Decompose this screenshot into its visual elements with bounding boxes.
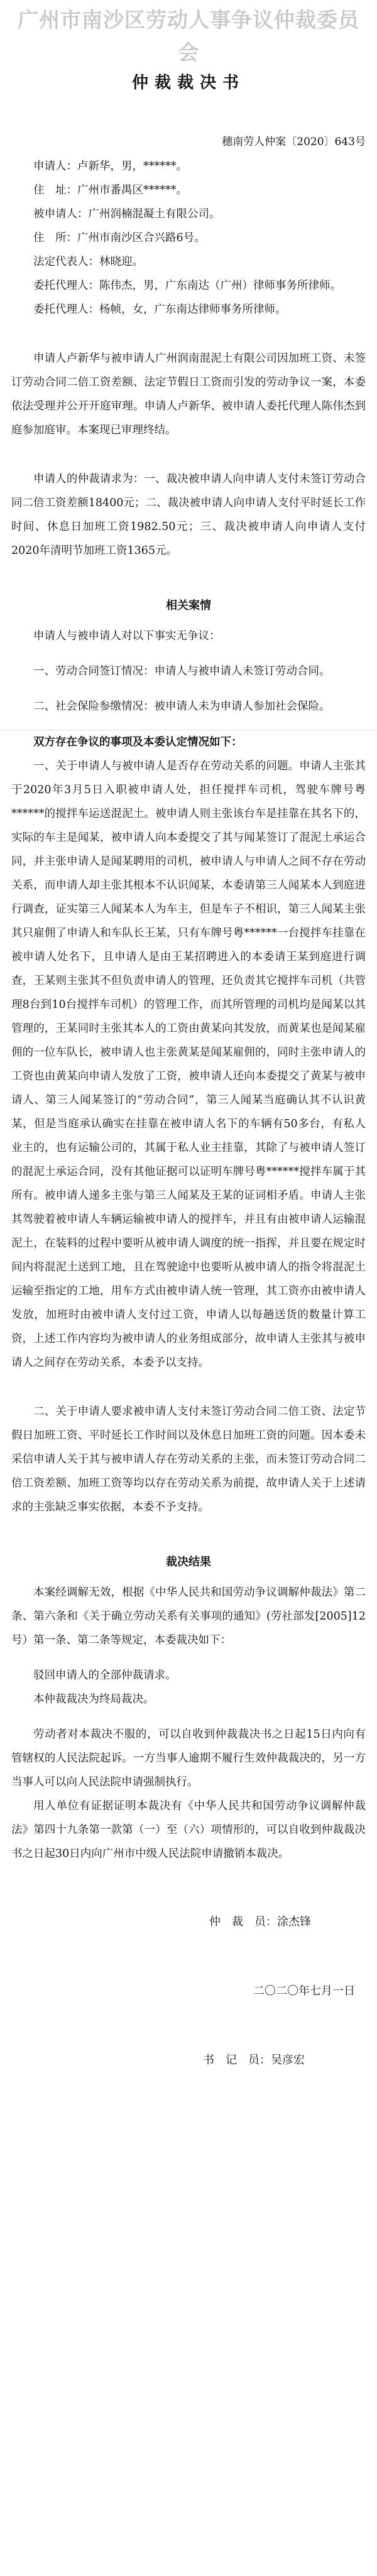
org-title: 广州市南沙区劳动人事争议仲裁委员会 — [18, 8, 359, 65]
party-line: 法定代表人：林晓迎。 — [33, 256, 143, 268]
party-line: 申请人：卢新华，男，******。 — [33, 160, 187, 173]
result-basis: 本案经调解无效，根据《中华人民共和国劳动争议调解仲裁法》第二条、第六条和《关于确立劳动关系有关事项的通知》(劳社部发[2005]12号）第一条、第二条等规定，本委裁决如下： — [11, 1586, 366, 1647]
result-heading: 裁决结果 — [166, 1556, 211, 1569]
case-number: 穗南劳人仲案〔2020〕643号 — [222, 136, 366, 148]
fact-item: 一、劳动合同签订情况：申请人与被申请人未签订劳动合同。 — [33, 665, 331, 678]
dispute-item: 一、关于申请人与被申请人是否存在劳动关系的问题。申请人主张其于2020年3月5日入职被申请人处，担任搅拌车司机，驾驶车牌号粤******的搅拌车运送混泥土。被申请人则主张该台车是挂靠在其名下的，实际的车主是闻某，被申请人向本委提交了其与闻某签订了混泥土承运合同，并主张申请人是闻某聘用的司机，被申请人与申请人之间不存在劳动关系，而申请人却主张其根本不认识闻某，本委请第三人闻某本人到庭进行调查，证实第三人闻某本人为车主，但是车子不相识，第三人闻某主张其只雇佣了申请人和车队长王某，只有车牌号粤******一台搅拌车挂靠在被申请人处名下，且申请人是由王某招聘进入的本委请王某到庭进行调查，王某则主张其不但负责申请人的管理，还负责其它搅拌车司机（共管理8台到10台搅拌车司机）的管理工作，而其所管理的司机均是闻某以其管理的，王某同时主张其本人的工资由黄某向其发放，而黄某也是闻某雇佣的一位车队长，被申请人也主张黄某是闻某雇佣的，同时主张申请人的工资也由黄某向申请人发放了工资，被申请人还向本委提交了黄某与被申请人、第三人闻某签订的“劳动合同”，第三人闻某当庭确认其不认识黄某，但是当庭承认确实在挂靠在被申请人名下的车辆有50多台，有私人业主的，也有运输公司的，其属于私人业主挂靠，其除了与被申请人签订的混泥土承运合同，没有其他证据可以证明车牌号粤******搅拌车属于其所有。被申请人递多主张与第三人闻某及王某的证词相矛盾。申请人主张其驾驶着被申请人车辆运输被申请人的搅拌车，并且有由被申请人运输混泥土，在装料的过程中要听从被申请人调度的统一指挥，并且要在规定时间内将混泥土送到工地，且在驾驶途中也要听从被申请人的指令将混泥土运输至指定的工地，用车方式由被申请人统一管理，其工资亦由被申请人发放，加班时由被申请人支付过工资，申请人以每趟送货的数量计算工资，上述工作内容均为被申请人的业务组成部分，故申请人主张其与被申请人之间存在劳动关系，本委予以支持。 — [11, 760, 366, 1369]
party-line: 住 址：广州市番禺区******。 — [33, 184, 187, 197]
clerk-signature: 书 记 员：吴彦宏 — [203, 2054, 305, 2067]
arbitrator-signature: 仲 裁 员：涂杰锋 — [209, 1915, 311, 1929]
party-line: 委托代理人：陈伟杰，男，广东南达（广州）律师事务所律师。 — [33, 279, 341, 292]
dispute-item: 二、关于申请人要求被申请人支付未签订劳动合同二倍工资、法定节假日加班工资、平时延长工作时间以及休息日加班工资的问题。因本委未采信申请人关于其与被申请人存在劳动关系的主张，而未签订劳动合同二倍工资差额、加班工资等均以存在劳动关系为前提，故申请人关于上述请求的主张缺乏事实依据，本委不予支持。 — [11, 1405, 366, 1513]
award-date: 二〇二〇年七月一日 — [253, 1984, 355, 1998]
facts-heading: 相关案情 — [166, 599, 211, 612]
party-line: 委托代理人：杨帧，女，广东南达律师事务所律师。 — [33, 303, 287, 316]
facts-intro: 申请人与被申请人对以下事实无争议： — [33, 630, 221, 642]
result-final: 本仲裁裁决为终局裁决。 — [33, 1693, 155, 1706]
result-item: 驳回申请人的全部仲裁请求。 — [33, 1669, 177, 1682]
procedure-paragraph: 申请人卢新华与被申请人广州润南混泥土有限公司因加班工资、未签订劳动合同二倍工资差额、法定节假日工资而引发的劳动争议一案，本委依法受理并公开开庭审理。申请人卢新华、被申请人委托代理人陈伟杰到庭参加庭审。本案现已审理终结。 — [11, 352, 366, 436]
party-line: 被申请人：广州润楠混凝土有限公司。 — [33, 208, 221, 220]
revocation-notice: 用人单位有证据证明本裁决有《中华人民共和国劳动争议调解仲裁法》第四十九条第一款第（一）至（六）项情形的，可以自收到仲裁裁决书之日起30日内向广州市中级人民法院申请撤销本裁决。 — [11, 1800, 366, 1860]
party-line: 住 所：广州市南沙区合兴路6号。 — [33, 232, 205, 244]
document-title: 仲裁裁决书 — [131, 73, 245, 92]
appeal-notice: 劳动者对本裁决不服的，可以自收到仲裁裁决书之日起15日内向有管辖权的人民法院起诉。一方当事人逾期不履行生效仲裁裁决的，另一方当事人可以向人民法院申请强制执行。 — [11, 1728, 366, 1789]
dispute-heading: 双方存在争议的事项及本委认定情况如下： — [33, 736, 243, 749]
fact-item: 二、社会保险参缴情况：被申请人未为申请人参加社会保险。 — [33, 700, 331, 713]
parties-section — [11, 154, 366, 322]
claims-paragraph: 申请人的仲裁请求为：一、裁决被申请人向申请人支付未签订劳动合同二倍工资差额18400元；二、裁决被申请人向申请人支付平时延长工作时间、休息日加班工资1982.50元；三、裁决被申请人向申请人支付2020年清明节加班工资1365元。 — [11, 473, 366, 557]
